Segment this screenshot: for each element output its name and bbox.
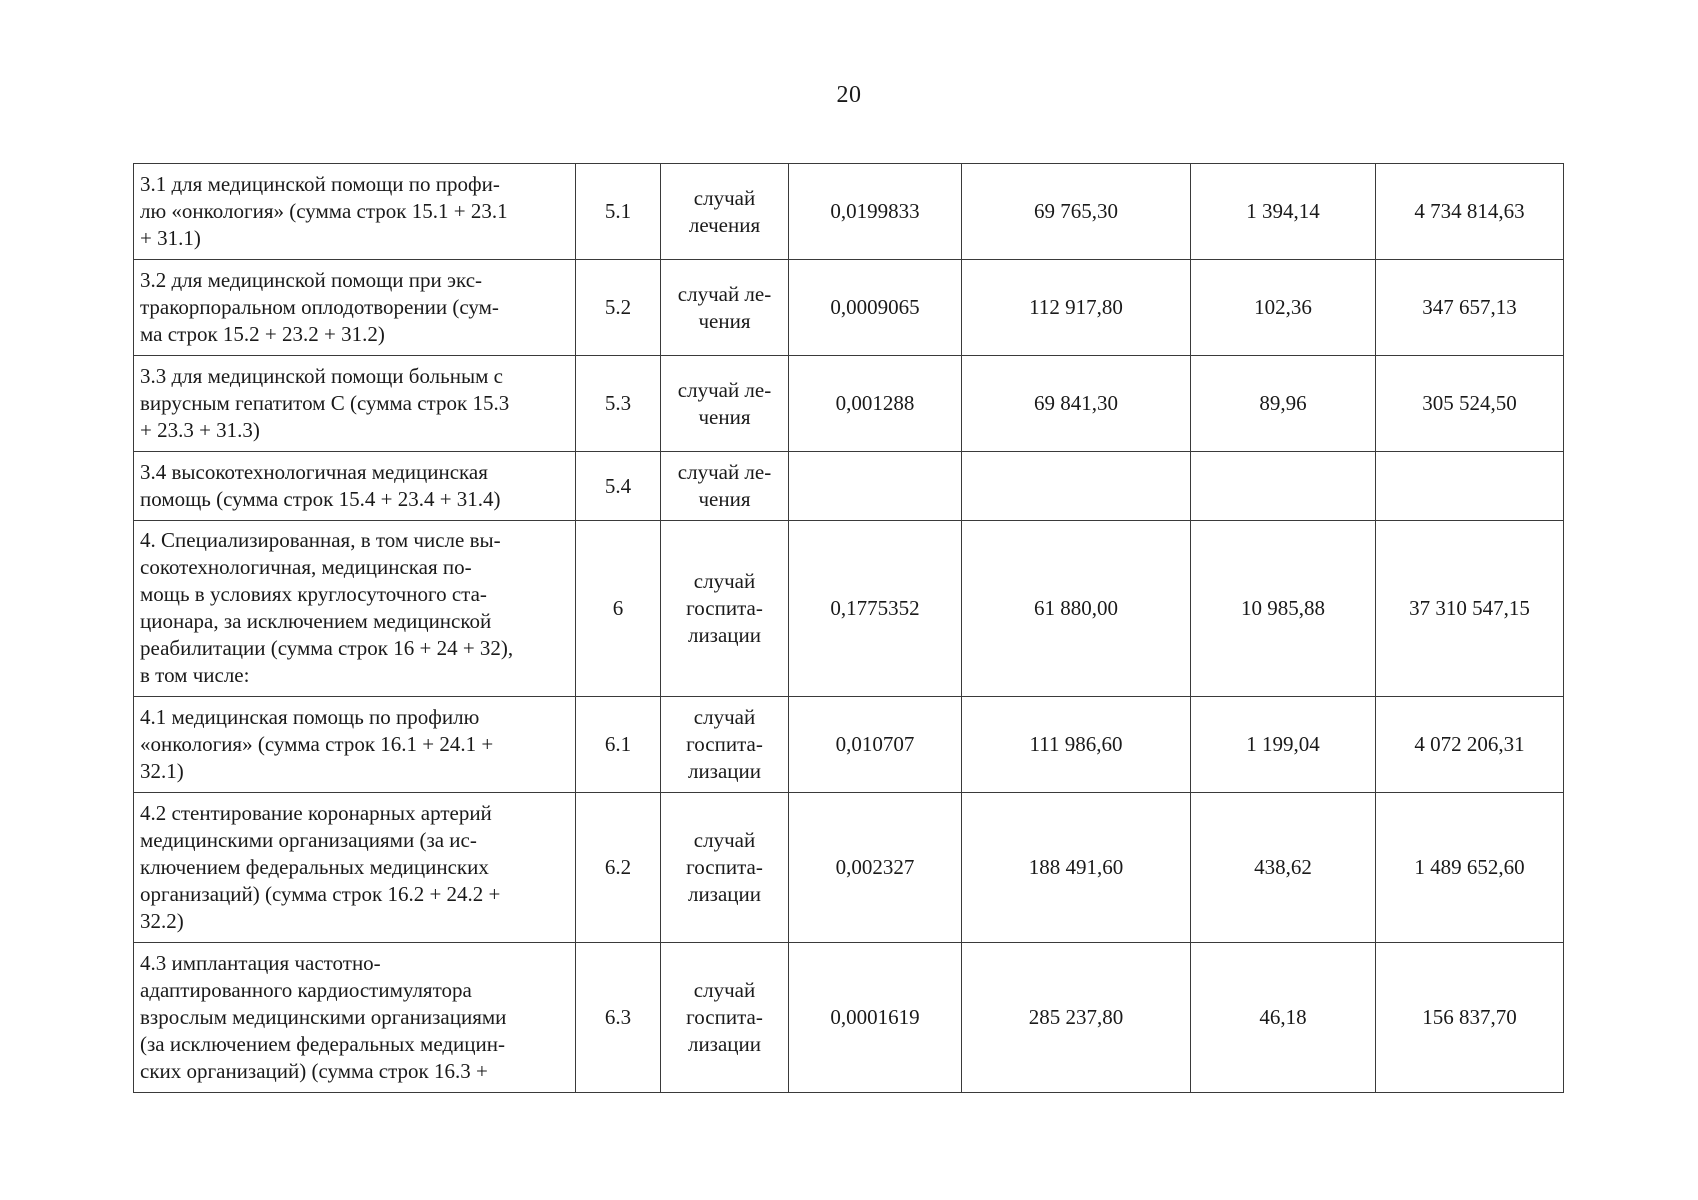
row-name-line: + 31.1) — [140, 225, 201, 250]
unit-cell — [661, 521, 789, 697]
total-cell: 156 837,70 — [1376, 943, 1564, 1093]
row-name-line: 4.1 медицинская помощь по профилю — [140, 704, 480, 729]
row-number-cell: 5.1 — [576, 164, 661, 260]
cost-cell: 188 491,60 — [962, 793, 1191, 943]
row-name-line: 3.3 для медицинской помощи больным с — [140, 363, 503, 388]
unit-cell — [661, 943, 789, 1093]
row-name-cell — [134, 521, 576, 697]
row-number-cell: 5.2 — [576, 260, 661, 356]
row-name-line: ских организаций) (сумма строк 16.3 + — [140, 1058, 488, 1083]
row-name-line: (за исключением федеральных медицин- — [140, 1031, 505, 1056]
total-cell: 37 310 547,15 — [1376, 521, 1564, 697]
row-number-cell: 6.3 — [576, 943, 661, 1093]
row-name-line: 32.1) — [140, 758, 184, 783]
unit-line: госпита- — [686, 855, 763, 879]
row-name-line: 32.2) — [140, 908, 184, 933]
cost-cell: 69 765,30 — [962, 164, 1191, 260]
cost-cell — [962, 452, 1191, 521]
row-name-line: + 23.3 + 31.3) — [140, 417, 260, 442]
unit-line: лизации — [687, 623, 762, 647]
unit-line: случай — [693, 978, 756, 1002]
unit-line: случай ле- — [677, 460, 772, 484]
norm-cell: 0,1775352 — [789, 521, 962, 697]
row-name-line: 4.3 имплантация частотно- — [140, 950, 381, 975]
table-row — [134, 356, 1564, 452]
unit-line: случай — [693, 828, 756, 852]
row-name-line: реабилитации (сумма строк 16 + 24 + 32), — [140, 636, 514, 660]
unit-line: случай — [693, 185, 756, 210]
row-name-line: в том числе: — [140, 663, 250, 687]
per-capita-cell: 102,36 — [1191, 260, 1376, 356]
per-capita-cell: 10 985,88 — [1191, 521, 1376, 697]
unit-cell — [661, 164, 789, 260]
row-name-line: адаптированного кардиостимулятора — [140, 977, 472, 1002]
row-name-line: взрослым медицинскими организациями — [140, 1004, 507, 1029]
row-name-line: ключением федеральных медицинских — [140, 854, 489, 879]
norm-cell — [789, 452, 962, 521]
table-row — [134, 260, 1564, 356]
data-table — [133, 163, 1564, 1093]
norm-cell: 0,0001619 — [789, 943, 962, 1093]
cost-cell: 285 237,80 — [962, 943, 1191, 1093]
row-name-cell — [134, 793, 576, 943]
per-capita-cell: 46,18 — [1191, 943, 1376, 1093]
cost-cell: 61 880,00 — [962, 521, 1191, 697]
row-name-line: 4. Специализированная, в том числе вы- — [140, 528, 501, 552]
per-capita-cell — [1191, 452, 1376, 521]
row-name-line: «онкология» (сумма строк 16.1 + 24.1 + — [140, 731, 494, 756]
row-number-cell: 6.2 — [576, 793, 661, 943]
per-capita-cell: 89,96 — [1191, 356, 1376, 452]
table-row — [134, 793, 1564, 943]
unit-line: госпита- — [686, 732, 763, 756]
unit-cell — [661, 452, 789, 521]
cost-cell: 111 986,60 — [962, 697, 1191, 793]
per-capita-cell: 438,62 — [1191, 793, 1376, 943]
row-name-line: 4.2 стентирование коронарных артерий — [140, 800, 492, 825]
table-row — [134, 697, 1564, 793]
row-name-line: ма строк 15.2 + 23.2 + 31.2) — [140, 321, 385, 346]
unit-line: госпита- — [686, 1005, 763, 1029]
row-name-cell — [134, 260, 576, 356]
table-row — [134, 943, 1564, 1093]
cost-cell: 112 917,80 — [962, 260, 1191, 356]
row-number-cell: 5.4 — [576, 452, 661, 521]
unit-line: чения — [698, 404, 751, 429]
row-name-line: вирусным гепатитом С (сумма строк 15.3 — [140, 390, 510, 415]
row-name-line: мощь в условиях круглосуточного ста- — [140, 582, 487, 606]
row-name-line: 3.1 для медицинской помощи по профи- — [140, 171, 500, 196]
unit-line: лизации — [687, 882, 762, 906]
total-cell: 347 657,13 — [1376, 260, 1564, 356]
norm-cell: 0,0199833 — [789, 164, 962, 260]
row-name-cell — [134, 164, 576, 260]
unit-cell — [661, 260, 789, 356]
unit-line: случай — [693, 705, 756, 729]
norm-cell: 0,002327 — [789, 793, 962, 943]
per-capita-cell: 1 199,04 — [1191, 697, 1376, 793]
total-cell: 4 734 814,63 — [1376, 164, 1564, 260]
row-name-line: тракорпоральном оплодотворении (сум- — [140, 294, 499, 319]
unit-line: случай ле- — [677, 281, 772, 306]
total-cell — [1376, 452, 1564, 521]
row-name-line: 3.2 для медицинской помощи при экс- — [140, 267, 483, 292]
row-name-line: медицинскими организациями (за ис- — [140, 827, 477, 852]
row-name-line: ционара, за исключением медицинской — [140, 609, 492, 633]
total-cell: 4 072 206,31 — [1376, 697, 1564, 793]
unit-line: лизации — [687, 759, 762, 783]
row-name-cell — [134, 943, 576, 1093]
unit-line: лечения — [688, 212, 761, 237]
row-name-line: организаций) (сумма строк 16.2 + 24.2 + — [140, 881, 501, 906]
unit-cell — [661, 793, 789, 943]
unit-cell — [661, 356, 789, 452]
unit-line: лизации — [687, 1032, 762, 1056]
cost-cell: 69 841,30 — [962, 356, 1191, 452]
row-name-line: сокотехнологичная, медицинская по- — [140, 555, 472, 579]
unit-line: случай ле- — [677, 377, 772, 402]
unit-line: случай — [693, 569, 756, 593]
unit-line: госпита- — [686, 596, 763, 620]
table-row — [134, 452, 1564, 521]
unit-cell — [661, 697, 789, 793]
row-name-cell — [134, 452, 576, 521]
unit-line: чения — [698, 308, 751, 333]
row-name-cell — [134, 697, 576, 793]
row-name-line: 3.4 высокотехнологичная медицинская — [140, 459, 488, 484]
row-name-line: лю «онкология» (сумма строк 15.1 + 23.1 — [140, 198, 508, 223]
total-cell: 1 489 652,60 — [1376, 793, 1564, 943]
page-number: 20 — [836, 82, 862, 108]
per-capita-cell: 1 394,14 — [1191, 164, 1376, 260]
table-row — [134, 164, 1564, 260]
norm-cell: 0,010707 — [789, 697, 962, 793]
norm-cell: 0,0009065 — [789, 260, 962, 356]
total-cell: 305 524,50 — [1376, 356, 1564, 452]
row-number-cell: 6 — [576, 521, 661, 697]
row-name-line: помощь (сумма строк 15.4 + 23.4 + 31.4) — [140, 486, 501, 511]
unit-line: чения — [698, 487, 751, 511]
table-row — [134, 521, 1564, 697]
row-number-cell: 6.1 — [576, 697, 661, 793]
row-name-cell — [134, 356, 576, 452]
norm-cell: 0,001288 — [789, 356, 962, 452]
row-number-cell: 5.3 — [576, 356, 661, 452]
